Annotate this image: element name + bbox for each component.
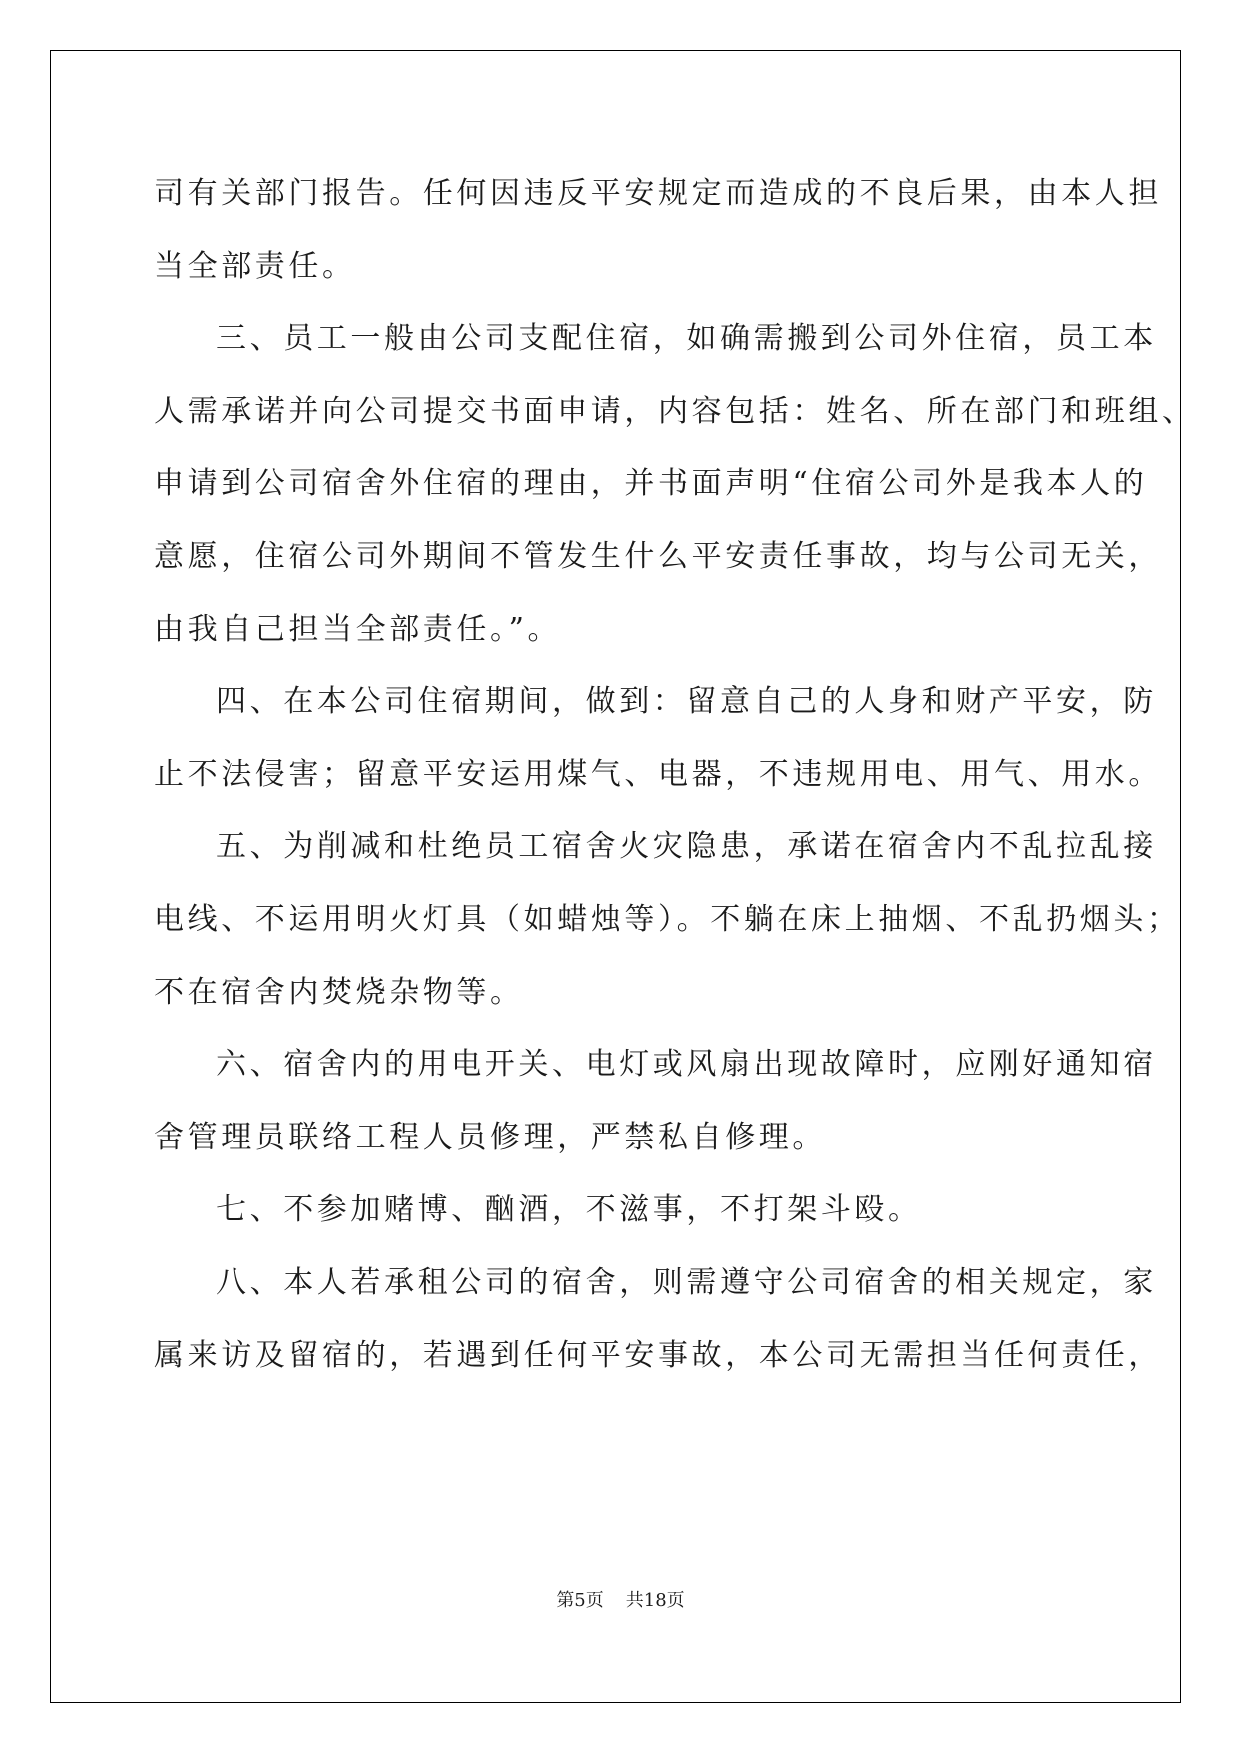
page-number: 第5页 bbox=[556, 1590, 604, 1611]
text-line: 七、不参加赌博、酗酒，不滋事，不打架斗殴。 bbox=[216, 1192, 922, 1228]
text-line: 八、本人若承租公司的宿舍，则需遵守公司宿舍的相关规定，家 bbox=[216, 1264, 1157, 1300]
text-line: 当全部责任。 bbox=[154, 248, 356, 284]
document-body bbox=[154, 158, 1196, 1392]
text-line: 意愿，住宿公司外期间不管发生什么平安责任事故，均与公司无关， bbox=[154, 538, 1162, 574]
text-line: 三、员工一般由公司支配住宿，如确需搬到公司外住宿，员工本 bbox=[216, 321, 1157, 357]
text-line: 属来访及留宿的，若遇到任何平安事故，本公司无需担当任何责任， bbox=[154, 1337, 1162, 1373]
text-line: 四、在本公司住宿期间，做到：留意自己的人身和财产平安，防 bbox=[216, 684, 1157, 720]
text-line: 舍管理员联络工程人员修理，严禁私自修理。 bbox=[154, 1119, 826, 1155]
text-line: 止不法侵害；留意平安运用煤气、电器，不违规用电、用气、用水。 bbox=[154, 756, 1162, 792]
text-line: 司有关部门报告。任何因违反平安规定而造成的不良后果，由本人担 bbox=[154, 176, 1162, 211]
text-line: 申请到公司宿舍外住宿的理由，并书面声明“住宿公司外是我本人的 bbox=[154, 466, 1148, 502]
text-line: 电线、不运用明火灯具（如蜡烛等）。不躺在床上抽烟、不乱扔烟头； bbox=[154, 901, 1181, 937]
text-line: 六、宿舍内的用电开关、电灯或风扇出现故障时，应刚好通知宿 bbox=[216, 1047, 1157, 1083]
text-line: 不在宿舍内焚烧杂物等。 bbox=[154, 974, 524, 1010]
page-total: 共18页 bbox=[625, 1590, 685, 1611]
text-line: 人需承诺并向公司提交书面申请，内容包括：姓名、所在部门和班组、 bbox=[154, 393, 1196, 429]
text-line: 五、为削减和杜绝员工宿舍火灾隐患，承诺在宿舍内不乱拉乱接 bbox=[216, 829, 1157, 865]
page-footer bbox=[0, 1586, 1241, 1612]
text-line: 由我自己担当全部责任。”。 bbox=[154, 611, 562, 647]
